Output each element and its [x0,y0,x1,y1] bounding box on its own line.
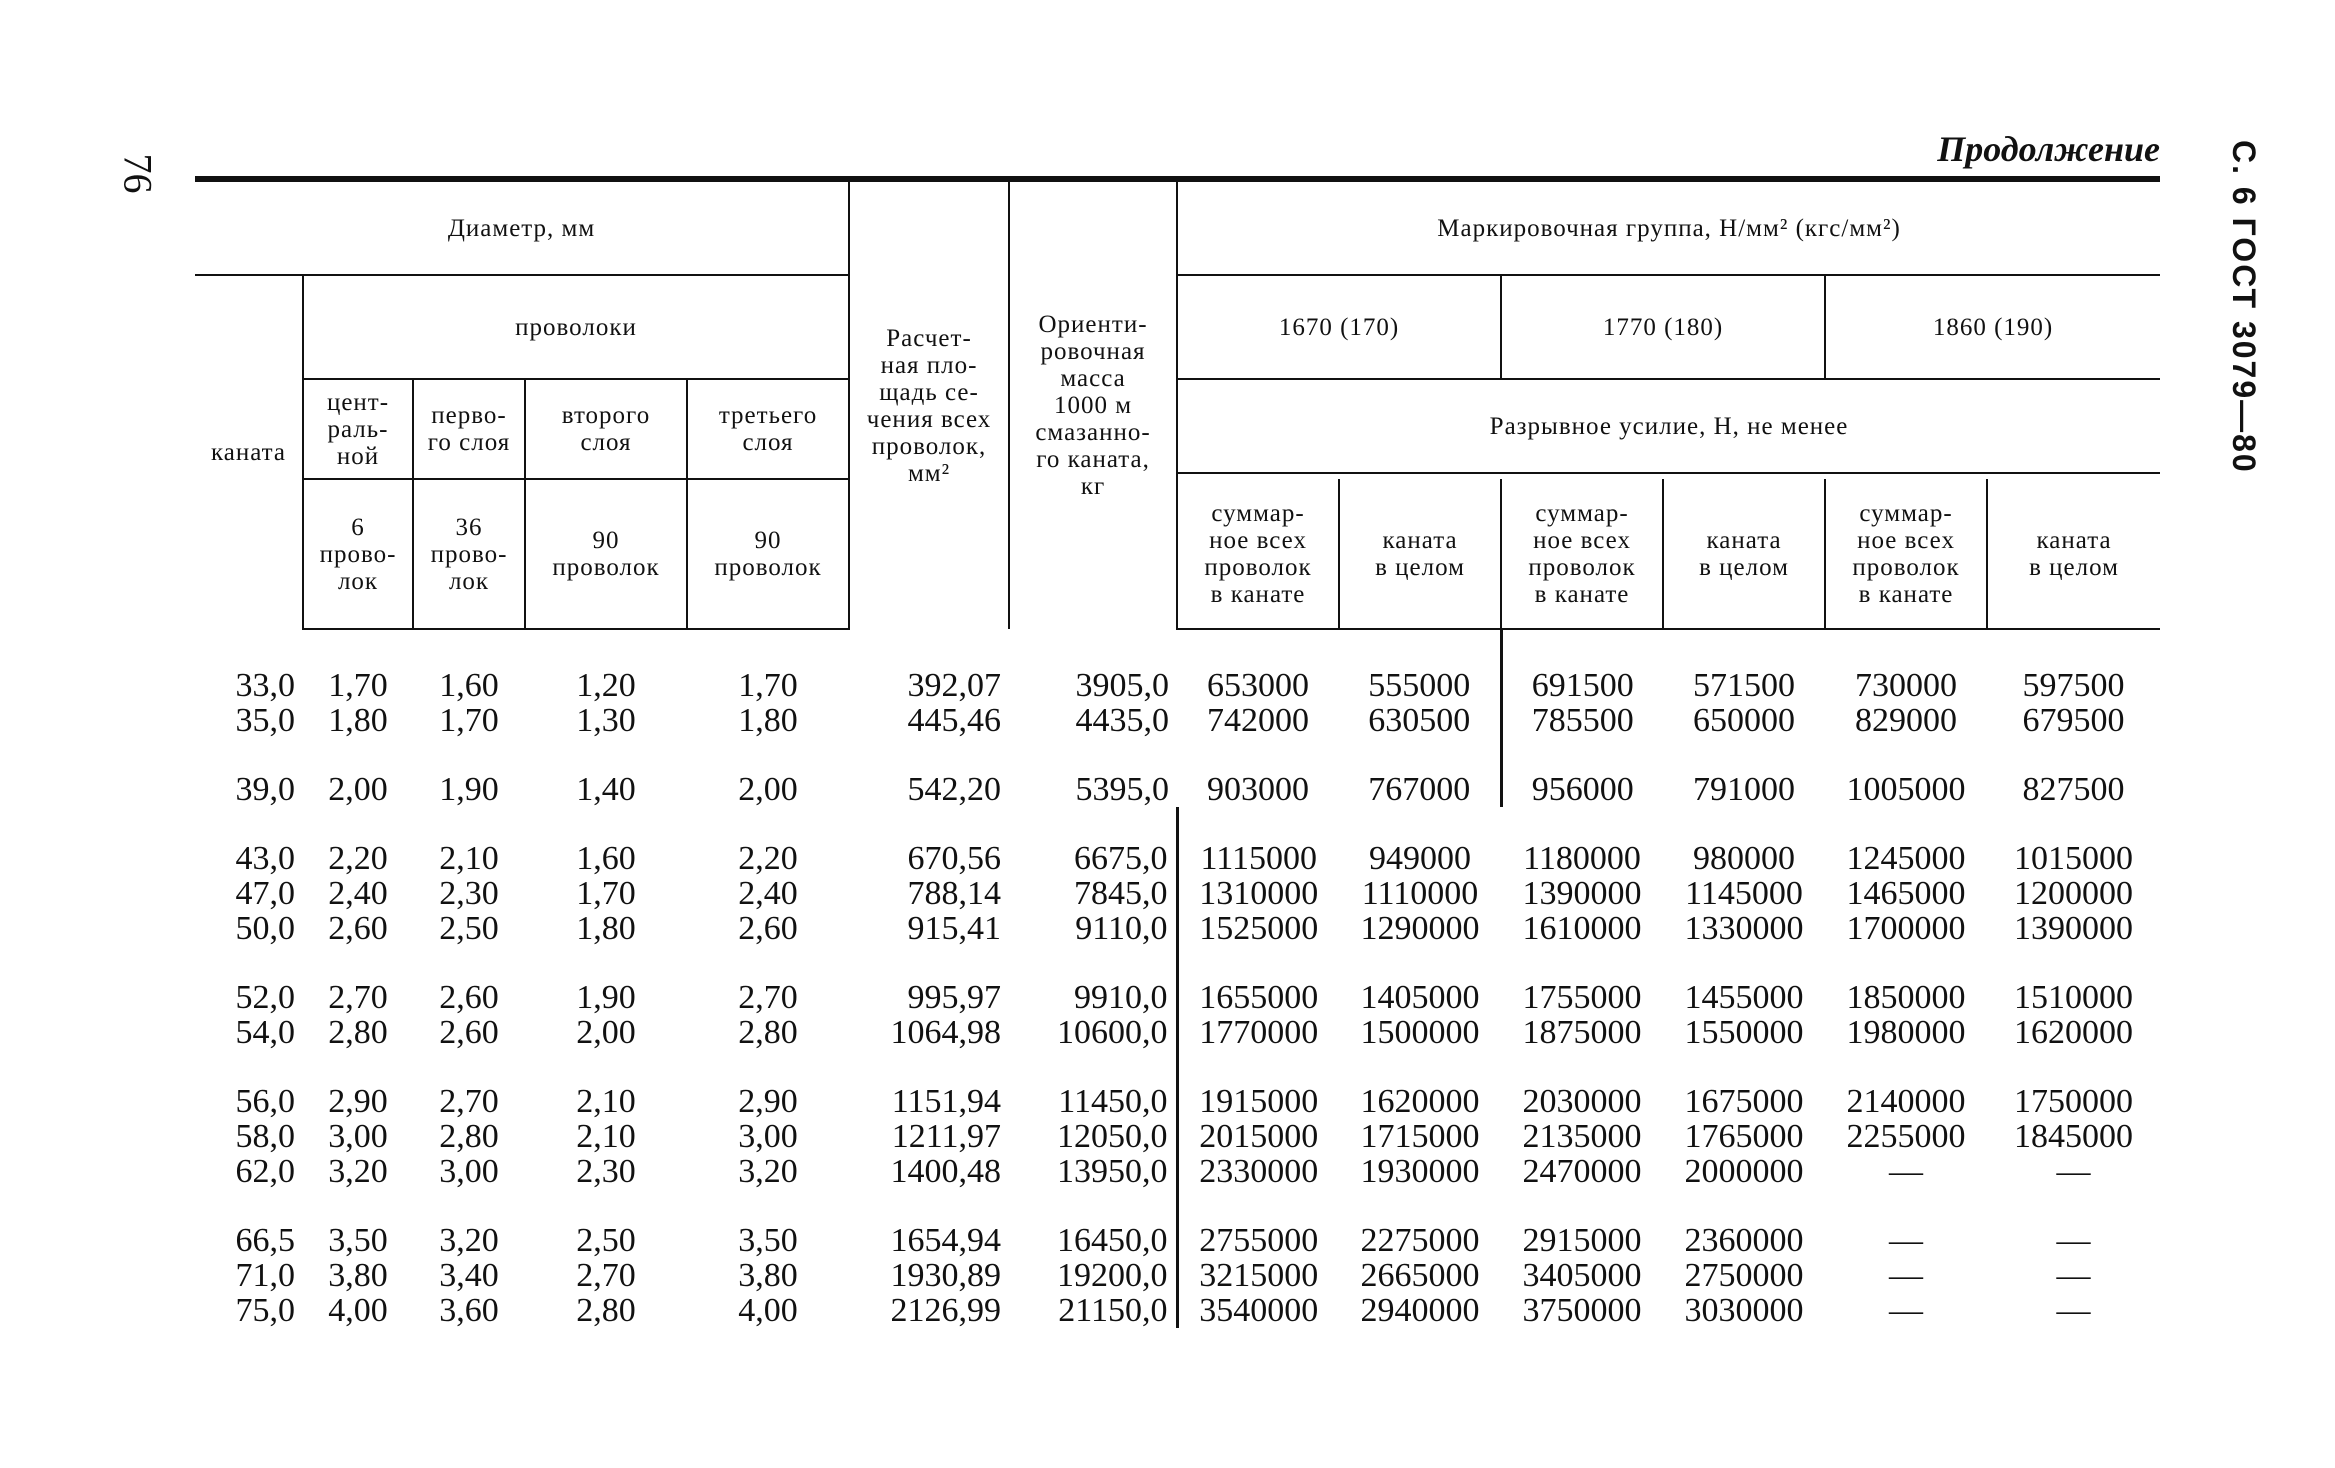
table-cell: 2126,99 [890,1292,1002,1329]
table-cell: — [1889,1153,1924,1190]
table-cell: 9110,0 [1075,910,1168,947]
table-cell: 19200,0 [1057,1257,1168,1294]
table-row [195,1258,2160,1293]
table-cell: 4,00 [738,1292,798,1329]
table-cell: 1700000 [1846,910,1966,947]
table-cell: 791000 [1693,771,1796,808]
table-cell: 679500 [2022,702,2125,739]
rope-spec-table [195,176,2160,1328]
table-cell: 3,20 [738,1153,798,1190]
page-number: 76 [115,153,161,194]
table-cell: 52,0 [235,979,295,1016]
table-cell: 9910,0 [1074,979,1168,1016]
table-cell: 3540000 [1177,1293,1339,1328]
table-cell: 1151,94 [891,1083,1002,1120]
table-row [195,1119,2160,1154]
table-cell: 1,70 [576,875,636,912]
third-layer-header: третьего слоя [687,379,849,479]
table-cell: 1500000 [1360,1014,1480,1051]
table-cell: 11450,0 [1058,1083,1168,1120]
table-cell: 4435,0 [1075,702,1170,739]
table-cell: 915,41 [907,910,1002,947]
table-cell: 10600,0 [1057,1014,1168,1051]
table-row [195,1154,2160,1189]
table-cell: 1455000 [1684,979,1804,1016]
table-header [195,179,2160,629]
table-cell: 767000 [1368,771,1471,808]
table-cell: 1400,48 [890,1153,1002,1190]
wires-header: проволоки [303,275,849,379]
table-cell: 1550000 [1684,1014,1804,1051]
table-cell: 13950,0 [1057,1153,1168,1190]
table-cell: 1770000 [1177,1015,1339,1050]
table-cell: 56,0 [235,1083,295,1120]
table-cell: 2,00 [576,1014,636,1051]
group-1860-header: 1860 (190) [1825,275,2160,379]
table-row [195,1050,2160,1119]
table-cell: 827500 [2022,771,2125,808]
table-cell: 47,0 [235,875,295,912]
table-cell: 66,5 [235,1222,295,1259]
table-cell: 1,20 [576,667,636,704]
table-cell: 1310000 [1177,876,1339,911]
rope-whole-1860-header: каната в целом [1987,479,2160,629]
table-cell: — [1889,1257,1924,1294]
table-cell: 1850000 [1846,979,1966,1016]
table-cell: 597500 [2022,667,2125,704]
table-cell: 50,0 [235,910,295,947]
table-cell: 3,50 [738,1222,798,1259]
table-cell: 1330000 [1684,910,1804,947]
rope-spec-table-container [195,176,2160,1328]
table-cell: 3,00 [738,1118,798,1155]
table-cell: 33,0 [235,666,295,704]
table-cell: 35,0 [235,702,295,739]
table-cell: 1750000 [2014,1083,2134,1120]
table-cell: 21150,0 [1058,1292,1168,1329]
table-cell: 1620000 [2014,1014,2134,1051]
table-cell: 3905,0 [1075,666,1170,704]
table-cell: 555000 [1368,667,1471,704]
table-cell: 3,00 [328,1118,388,1155]
table-cell: 1845000 [2014,1118,2134,1155]
table-cell: 1715000 [1360,1118,1480,1155]
table-cell: 691500 [1501,629,1663,703]
table-cell: 1,90 [439,771,499,808]
table-cell: 1,70 [328,667,388,704]
table-cell: 1675000 [1684,1083,1804,1120]
area-header: Расчет- ная пло- щадь се- чения всех проволок, мм² [849,179,1009,629]
table-cell: — [1889,1222,1924,1259]
table-cell: 2330000 [1177,1154,1339,1189]
table-cell: 3405000 [1522,1257,1642,1294]
table-cell: 392,07 [907,666,1002,704]
table-cell: 653000 [1207,667,1310,704]
table-row [195,1015,2160,1050]
table-cell: 1405000 [1360,979,1480,1016]
table-cell: 1755000 [1522,979,1642,1016]
sum-all-1770-header: суммар- ное всех проволок в канате [1501,479,1663,629]
table-cell: 650000 [1693,702,1796,739]
table-cell: 571500 [1693,667,1796,704]
table-row [195,738,2160,807]
table-cell: 2,10 [439,840,499,877]
table-row [195,1189,2160,1258]
table-cell: 956000 [1501,738,1663,807]
table-cell: 1980000 [1846,1014,1966,1051]
table-cell: 1211,97 [891,1118,1002,1155]
table-cell: 4,00 [328,1292,388,1329]
table-cell: 75,0 [235,1292,295,1329]
rope-whole-1670-header: каната в целом [1339,479,1501,629]
table-cell: 742000 [1207,702,1310,739]
table-cell: 2915000 [1522,1222,1642,1259]
table-cell: 1915000 [1177,1050,1339,1119]
table-cell: 2030000 [1522,1083,1642,1120]
table-cell: 2,80 [328,1014,388,1051]
table-cell: 43,0 [235,840,295,877]
central-count-header: 6 прово- лок [303,479,413,629]
table-cell: 630500 [1368,702,1471,739]
table-cell: 1655000 [1177,946,1339,1015]
table-cell: 1180000 [1523,840,1641,877]
table-cell: 2,30 [439,875,499,912]
first-count-header: 36 прово- лок [413,479,525,629]
table-row [195,1293,2160,1328]
table-cell: 3,20 [439,1222,499,1259]
second-count-header: 90 проволок [525,479,687,629]
table-cell: 2275000 [1360,1222,1480,1259]
table-cell: 1115000 [1177,807,1339,876]
table-cell: 2135000 [1522,1118,1642,1155]
table-cell: 3,80 [328,1257,388,1294]
table-cell: 949000 [1369,840,1472,877]
marking-group-header: Маркировочная группа, Н/мм² (кгс/мм²) [1177,179,2160,275]
table-cell: 1,30 [576,702,636,739]
table-cell: 2,90 [738,1083,798,1120]
table-cell: 1930000 [1360,1153,1480,1190]
table-cell: 1145000 [1685,875,1803,912]
table-cell: 3,80 [738,1257,798,1294]
table-cell: 3,50 [328,1222,388,1259]
table-cell: 12050,0 [1057,1118,1168,1155]
table-cell: 2,60 [439,1014,499,1051]
table-cell: 3,60 [439,1292,499,1329]
table-cell: 2,30 [576,1153,636,1190]
table-row [195,629,2160,703]
third-count-header: 90 проволок [687,479,849,629]
table-cell: 1110000 [1361,875,1479,912]
group-1770-header: 1770 (180) [1501,275,1825,379]
table-cell: 1765000 [1684,1118,1804,1155]
table-cell: 7845,0 [1074,875,1168,912]
table-cell: 1015000 [2014,840,2134,877]
table-cell: 1610000 [1522,910,1642,947]
table-row [195,911,2160,946]
table-cell: 2,00 [328,771,388,808]
table-cell: — [2056,1153,2091,1190]
table-cell: 2,60 [439,979,499,1016]
table-cell: 542,20 [907,771,1002,808]
table-cell: 980000 [1693,840,1796,877]
table-row [195,946,2160,1015]
table-cell: 2,20 [738,840,798,877]
mass-header: Ориенти- ровочная масса 1000 м смазанно- го каната, кг [1009,179,1177,629]
table-cell: 1,40 [576,771,636,808]
table-cell: 5395,0 [1075,771,1170,808]
table-cell: 2,90 [328,1083,388,1120]
table-cell: 2,10 [576,1083,636,1120]
table-cell: 995,97 [907,979,1002,1016]
table-cell: 670,56 [907,840,1002,877]
table-cell: 829000 [1855,702,1958,739]
table-cell: 2470000 [1522,1153,1642,1190]
table-cell: 1875000 [1522,1014,1642,1051]
table-cell: 2,80 [738,1014,798,1051]
group-1670-header: 1670 (170) [1177,275,1501,379]
breaking-force-header: Разрывное усилие, Н, не менее [1177,379,2160,473]
diameter-header: Диаметр, мм [195,179,849,275]
table-cell: 16450,0 [1057,1222,1168,1259]
table-cell: 1,80 [738,702,798,739]
table-cell: 2,80 [439,1118,499,1155]
table-cell: 1245000 [1846,840,1966,877]
table-cell: 1930,89 [890,1257,1002,1294]
table-cell: 2140000 [1846,1083,1966,1120]
table-cell: 2665000 [1360,1257,1480,1294]
table-cell: 1200000 [2014,875,2134,912]
table-cell: 2255000 [1846,1118,1966,1155]
table-cell: — [2056,1222,2091,1259]
table-row [195,807,2160,876]
table-cell: 3,20 [328,1153,388,1190]
table-cell: 1290000 [1360,910,1480,947]
table-cell: 2,50 [439,910,499,947]
table-cell: 1005000 [1846,771,1966,808]
table-cell: 2,10 [576,1118,636,1155]
table-cell: 3030000 [1684,1292,1804,1329]
table-cell: 3750000 [1522,1292,1642,1329]
table-cell: 2,60 [738,910,798,947]
table-cell: 1,70 [439,702,499,739]
table-cell: 1620000 [1360,1083,1480,1120]
table-cell: 1,90 [576,979,636,1016]
table-cell: 903000 [1207,771,1310,808]
table-cell: 1654,94 [890,1222,1002,1259]
table-cell: 62,0 [235,1153,295,1190]
rope-diameter-header: каната [195,275,303,629]
table-cell: 3215000 [1177,1258,1339,1293]
table-cell: 3,00 [439,1153,499,1190]
table-cell: 2750000 [1684,1257,1804,1294]
table-cell: 2000000 [1684,1153,1804,1190]
table-cell: 445,46 [907,702,1002,739]
table-cell: 2,70 [439,1083,499,1120]
table-cell: 2755000 [1177,1189,1339,1258]
table-cell: 1064,98 [890,1014,1002,1051]
second-layer-header: второго слоя [525,379,687,479]
table-cell: 2015000 [1177,1119,1339,1154]
table-body [195,629,2160,1328]
standard-title: С. 6 ГОСТ 3079—80 [2226,140,2262,474]
sum-all-1860-header: суммар- ное всех проволок в канате [1825,479,1987,629]
table-cell: 39,0 [235,771,295,808]
table-cell: 1,60 [576,840,636,877]
central-wire-header: цент- раль- ной [303,379,413,479]
table-cell: 2360000 [1684,1222,1804,1259]
table-cell: 2,70 [738,979,798,1016]
table-cell: — [2056,1257,2091,1294]
table-cell: 2,20 [328,840,388,877]
table-cell: 1390000 [1522,875,1642,912]
table-cell: 1,80 [576,910,636,947]
table-cell: 785500 [1501,703,1663,738]
table-cell: 1510000 [2014,979,2134,1016]
table-cell: 2,50 [576,1222,636,1259]
table-cell: 788,14 [907,875,1002,912]
table-cell: 2,60 [328,910,388,947]
table-cell: 1465000 [1846,875,1966,912]
table-cell: 2,70 [576,1257,636,1294]
table-cell: 1525000 [1177,911,1339,946]
first-layer-header: перво- го слоя [413,379,525,479]
table-cell: 1,80 [328,702,388,739]
table-cell: 2,00 [738,771,798,808]
table-cell: — [1889,1292,1924,1329]
rope-whole-1770-header: каната в целом [1663,479,1825,629]
table-cell: 71,0 [235,1257,295,1294]
table-cell: 3,40 [439,1257,499,1294]
table-cell: 58,0 [235,1118,295,1155]
table-cell: — [2056,1292,2091,1329]
table-cell: 2,40 [738,875,798,912]
table-cell: 2,70 [328,979,388,1016]
table-cell: 6675,0 [1074,840,1168,877]
table-cell: 54,0 [235,1014,295,1051]
sum-all-1670-header: суммар- ное всех проволок в канате [1177,479,1339,629]
table-cell: 2,80 [576,1292,636,1329]
table-cell: 2940000 [1360,1292,1480,1329]
continuation-label: Продолжение [1937,129,2160,169]
table-cell: 1,60 [439,667,499,704]
table-row [195,703,2160,738]
table-cell: 1390000 [2014,910,2134,947]
table-row [195,876,2160,911]
table-cell: 2,40 [328,875,388,912]
table-cell: 1,70 [738,667,798,704]
table-cell: 730000 [1855,667,1958,704]
